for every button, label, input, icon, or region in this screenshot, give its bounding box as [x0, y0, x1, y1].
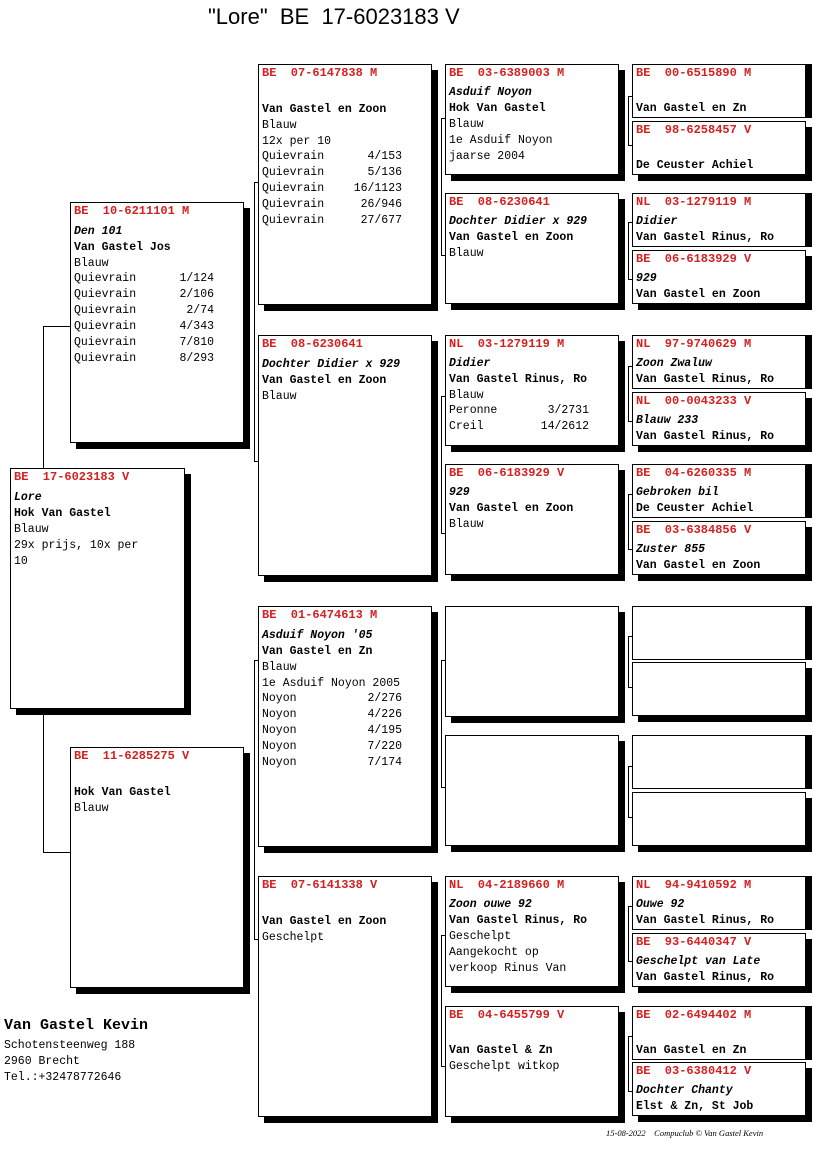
pigeon-name: 929	[449, 486, 470, 499]
result-row	[262, 708, 402, 721]
race-result: 14/2612	[540, 420, 589, 433]
race-result: 7/220	[367, 740, 402, 753]
race-name: Quievrain	[262, 150, 325, 163]
owner: Van Gastel en Zoon	[636, 559, 761, 572]
ring-number: BE 17-6023183 V	[14, 470, 130, 484]
ancestor-card[interactable]	[632, 1062, 806, 1116]
owner: Van Gastel Rinus, Ro	[449, 373, 588, 386]
ssd-card[interactable]	[445, 193, 619, 304]
breeder-street: Schotensteenweg 188	[4, 1039, 136, 1052]
result-row	[449, 404, 589, 417]
owner: Van Gastel Rinus, Ro	[449, 914, 588, 927]
race-name: Quievrain	[262, 214, 325, 227]
race-result: 2/276	[367, 692, 402, 705]
owner: Van Gastel en Zoon	[262, 103, 387, 116]
dam-card[interactable]	[70, 747, 244, 988]
pigeon-name: Dochter Didier x 929	[262, 358, 401, 371]
race-result: 4/343	[179, 320, 214, 333]
pigeon-name: Ouwe 92	[636, 898, 685, 911]
color: Blauw	[14, 523, 49, 536]
race-name: Noyon	[262, 756, 297, 769]
pigeon-name: Lore	[14, 491, 42, 504]
color: Geschelpt	[449, 930, 512, 943]
result-row	[262, 692, 402, 705]
result-row	[262, 740, 402, 753]
ring-number: NL 94-9410592 M	[636, 878, 752, 892]
race-name: Quievrain	[74, 320, 137, 333]
sire-card[interactable]	[70, 202, 244, 443]
ring-number: BE 11-6285275 V	[74, 749, 190, 763]
race-name: Noyon	[262, 692, 297, 705]
pigeon-name: Blauw 233	[636, 414, 699, 427]
owner: Van Gastel Jos	[74, 241, 171, 254]
dds-card[interactable]	[445, 876, 619, 987]
ancestor-card[interactable]	[632, 193, 806, 247]
owner: Van Gastel en Zn	[636, 1044, 747, 1057]
color: Blauw	[449, 118, 484, 131]
race-result: 26/946	[360, 198, 402, 211]
dss-card[interactable]	[445, 606, 619, 717]
owner: Van Gastel en Zoon	[636, 288, 761, 301]
ring-number: BE 03-6389003 M	[449, 66, 565, 80]
note: jaarse 2004	[449, 150, 525, 163]
race-name: Noyon	[262, 708, 297, 721]
ddd-card[interactable]	[445, 1006, 619, 1117]
result-row	[74, 352, 214, 365]
race-name: Noyon	[262, 724, 297, 737]
sss-card[interactable]	[445, 64, 619, 175]
color: Blauw	[74, 257, 109, 270]
note: 10	[14, 555, 28, 568]
race-name: Quievrain	[74, 288, 137, 301]
breeder-name: Van Gastel Kevin	[4, 1017, 149, 1034]
owner: Hok Van Gastel	[74, 786, 171, 799]
ancestor-card[interactable]	[632, 662, 806, 716]
ancestor-card[interactable]	[632, 392, 806, 446]
race-name: Noyon	[262, 740, 297, 753]
note: Aangekocht op	[449, 946, 539, 959]
ring-number: BE 02-6494402 M	[636, 1008, 752, 1022]
result-row	[74, 336, 214, 349]
color: Blauw	[262, 390, 297, 403]
owner: Van Gastel Rinus, Ro	[636, 430, 775, 443]
color: Blauw	[449, 389, 484, 402]
sire-sire-card[interactable]	[258, 64, 432, 305]
ring-number: BE 03-6384856 V	[636, 523, 752, 537]
result-row	[262, 198, 402, 211]
dsd-card[interactable]	[445, 735, 619, 846]
sds-card[interactable]	[445, 335, 619, 446]
owner: Hok Van Gastel	[449, 102, 546, 115]
pigeon-name: Dochter Chanty	[636, 1084, 733, 1097]
ancestor-card[interactable]	[632, 521, 806, 575]
race-result: 27/677	[360, 214, 402, 227]
ancestor-card[interactable]	[632, 1006, 806, 1060]
breeder-city: 2960 Brecht	[4, 1055, 80, 1068]
ring-number: BE 08-6230641	[262, 337, 363, 351]
race-name: Quievrain	[262, 182, 325, 195]
note: 12x per 10	[262, 135, 332, 148]
ancestor-card[interactable]	[632, 735, 806, 789]
dam-sire-card[interactable]	[258, 606, 432, 847]
color: Blauw	[449, 518, 484, 531]
ring-number: NL 03-1279119 M	[449, 337, 565, 351]
owner: De Ceuster Achiel	[636, 502, 754, 515]
owner: Van Gastel & Zn	[449, 1044, 553, 1057]
ancestor-card[interactable]	[632, 792, 806, 846]
result-row	[74, 320, 214, 333]
pedigree-title: "Lore" BE 17-6023183 V	[208, 4, 460, 29]
pigeon-name: Zuster 855	[636, 543, 706, 556]
ancestor-card[interactable]	[632, 464, 806, 518]
owner: Van Gastel en Zn	[636, 102, 747, 115]
ring-number: BE 06-6183929 V	[636, 252, 752, 266]
note: 1e Asduif Noyon 2005	[262, 677, 401, 690]
breeder-phone: Tel.:+32478772646	[4, 1071, 122, 1084]
ring-number: NL 04-2189660 M	[449, 878, 565, 892]
owner: Van Gastel en Zoon	[449, 231, 574, 244]
race-result: 7/174	[367, 756, 402, 769]
race-name: Quievrain	[74, 336, 137, 349]
pigeon-name: Zoon ouwe 92	[449, 898, 532, 911]
pigeon-name: Dochter Didier x 929	[449, 215, 588, 228]
color: Geschelpt witkop	[449, 1060, 560, 1073]
pigeon-name: Didier	[449, 357, 491, 370]
ring-number: BE 01-6474613 M	[262, 608, 378, 622]
race-result: 2/74	[186, 304, 214, 317]
result-row	[262, 150, 402, 163]
owner: Van Gastel Rinus, Ro	[636, 971, 775, 984]
race-name: Creil	[449, 420, 484, 433]
note: 1e Asduif Noyon	[449, 134, 553, 147]
ancestor-card[interactable]	[632, 606, 806, 660]
breeder-info	[4, 1018, 148, 1086]
race-result: 7/810	[179, 336, 214, 349]
owner: Van Gastel Rinus, Ro	[636, 914, 775, 927]
ring-number: BE 04-6260335 M	[636, 466, 752, 480]
color: Blauw	[449, 247, 484, 260]
owner: Hok Van Gastel	[14, 507, 111, 520]
race-result: 1/124	[179, 272, 214, 285]
result-row	[74, 272, 214, 285]
ring-number: BE 98-6258457 V	[636, 123, 752, 137]
owner: Elst & Zn, St Job	[636, 1100, 754, 1113]
pigeon-name: Den 101	[74, 225, 123, 238]
sire-dam-card[interactable]	[258, 335, 432, 576]
ring-number: BE 03-6380412 V	[636, 1064, 752, 1078]
owner: Van Gastel Rinus, Ro	[636, 231, 775, 244]
pigeon-name: Asduif Noyon	[449, 86, 532, 99]
owner: De Ceuster Achiel	[636, 159, 754, 172]
note: verkoop Rinus Van	[449, 962, 567, 975]
race-result: 16/1123	[353, 182, 402, 195]
color: Geschelpt	[262, 931, 325, 944]
color: Blauw	[262, 119, 297, 132]
owner: Van Gastel Rinus, Ro	[636, 373, 775, 386]
pigeon-name: Gebroken bil	[636, 486, 719, 499]
dam-dam-card[interactable]	[258, 876, 432, 1117]
ring-number: BE 08-6230641	[449, 195, 550, 209]
pigeon-name: 929	[636, 272, 657, 285]
ring-number: NL 00-0043233 V	[636, 394, 752, 408]
note: 29x prijs, 10x per	[14, 539, 139, 552]
ancestor-card[interactable]	[632, 250, 806, 304]
pigeon-name: Didier	[636, 215, 678, 228]
race-name: Quievrain	[262, 166, 325, 179]
race-result: 4/226	[367, 708, 402, 721]
ancestor-card[interactable]	[632, 64, 806, 118]
race-name: Quievrain	[262, 198, 325, 211]
color: Blauw	[262, 661, 297, 674]
result-row	[262, 214, 402, 227]
result-row	[74, 288, 214, 301]
result-row	[262, 724, 402, 737]
result-row	[74, 304, 214, 317]
owner: Van Gastel en Zoon	[262, 915, 387, 928]
owner: Van Gastel en Zoon	[449, 502, 574, 515]
race-name: Quievrain	[74, 272, 137, 285]
race-result: 8/293	[179, 352, 214, 365]
ring-number: BE 06-6183929 V	[449, 466, 565, 480]
race-result: 4/153	[367, 150, 402, 163]
ancestor-card[interactable]	[632, 121, 806, 175]
pigeon-name: Geschelpt van Late	[636, 955, 761, 968]
ring-number: BE 93-6440347 V	[636, 935, 752, 949]
ring-number: NL 97-9740629 M	[636, 337, 752, 351]
ancestor-card[interactable]	[632, 335, 806, 389]
ring-number: BE 07-6141338 V	[262, 878, 378, 892]
race-result: 5/136	[367, 166, 402, 179]
ring-number: BE 00-6515890 M	[636, 66, 752, 80]
owner: Van Gastel en Zoon	[262, 374, 387, 387]
ancestor-card[interactable]	[632, 876, 806, 930]
ring-number: BE 07-6147838 M	[262, 66, 378, 80]
pigeon-name: Zoon Zwaluw	[636, 357, 712, 370]
race-result: 2/106	[179, 288, 214, 301]
result-row	[449, 420, 589, 433]
result-row	[262, 166, 402, 179]
race-name: Quievrain	[74, 352, 137, 365]
subject-card[interactable]	[10, 468, 185, 709]
sdd-card[interactable]	[445, 464, 619, 575]
color: Blauw	[74, 802, 109, 815]
pigeon-name: Asduif Noyon '05	[262, 629, 373, 642]
owner: Van Gastel en Zn	[262, 645, 373, 658]
race-result: 3/2731	[547, 404, 589, 417]
result-row	[262, 756, 402, 769]
ring-number: BE 04-6455799 V	[449, 1008, 565, 1022]
ancestor-card[interactable]	[632, 933, 806, 987]
ring-number: NL 03-1279119 M	[636, 195, 752, 209]
race-name: Peronne	[449, 404, 498, 417]
ring-number: BE 10-6211101 M	[74, 204, 190, 218]
race-name: Quievrain	[74, 304, 137, 317]
footer-credit: 15-08-2022 Compuclub © Van Gastel Kevin	[606, 1128, 764, 1138]
result-row	[262, 182, 402, 195]
race-result: 4/195	[367, 724, 402, 737]
